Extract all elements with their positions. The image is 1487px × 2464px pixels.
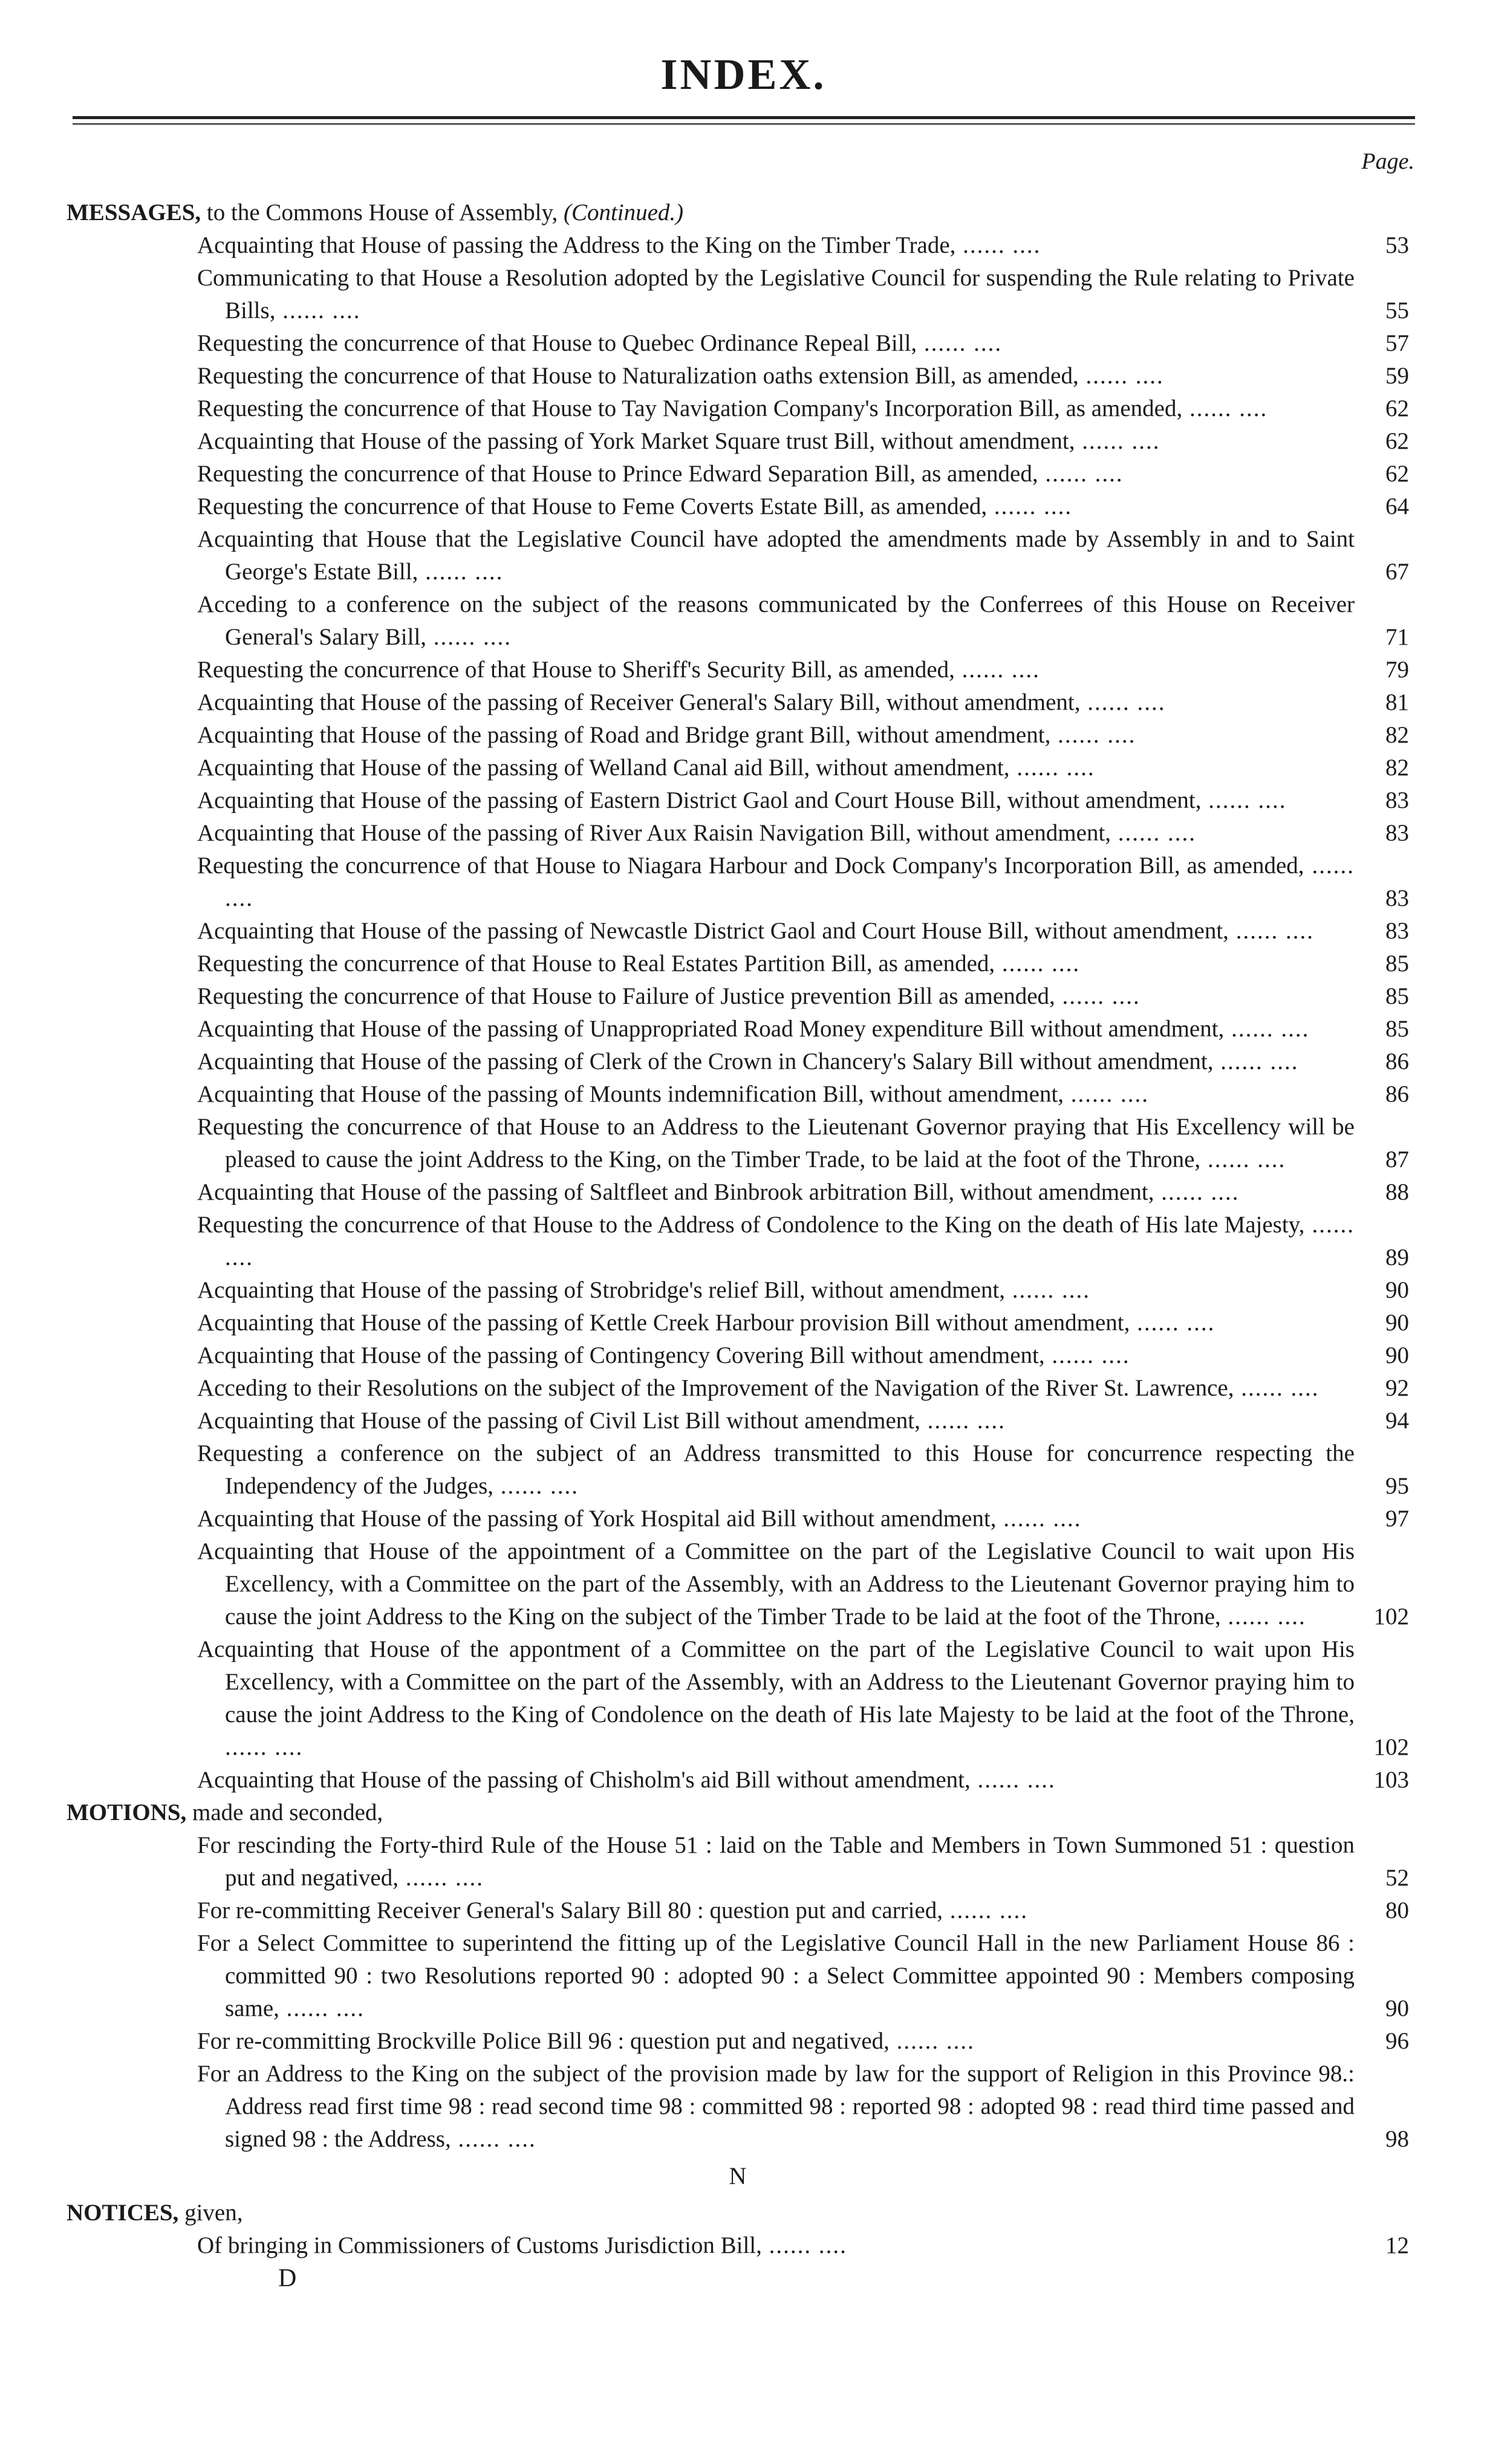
leader-dots: ...... .... bbox=[1200, 1146, 1286, 1172]
leader-dots: ...... .... bbox=[1130, 1310, 1215, 1336]
entry-text: Acquainting that House of the appointment of a Committee on the part of the Legislative Council to wait upon His Excellency, with a Committee on the part of the Assembly, with an Address to the Lieutenant Governor praying him to cause the joint Address to the King on the subject of the Timber Trade to be laid at the foot of the Throne, bbox=[197, 1538, 1355, 1630]
leader-dots: ...... .... bbox=[954, 657, 1040, 683]
entry-page-number: 83 bbox=[1385, 820, 1409, 846]
entry-page-number: 86 bbox=[1385, 1048, 1409, 1074]
entry-text: For a Select Committee to superintend the fitting up of the Legislative Council Hall in the new Parliament House 86 : committed 90 : two Resolutions reported 90 : adopted 90 : a Select Committee appointed 90 : Members composing same, bbox=[197, 1930, 1355, 2021]
index-entry bbox=[197, 719, 1409, 752]
index-entry bbox=[197, 686, 1409, 719]
entry-text: Acquainting that House of the passing of Clerk of the Crown in Chancery's Salary Bill without amendment, bbox=[197, 1048, 1214, 1074]
entry-text: Acquainting that House of the appontment of a Committee on the part of the Legislative Council to wait upon His Excellency, with a Committee on the part of the Assembly, with an Address to the Lieutenant Governor praying him to cause the joint Address to the King of Condolence on the death of His late Majesty to be laid at the foot of the Throne, bbox=[197, 1636, 1355, 1728]
entry-page-number: 52 bbox=[1385, 1865, 1409, 1891]
entry-page-number: 95 bbox=[1385, 1473, 1409, 1499]
leader-dots: ...... .... bbox=[1182, 395, 1268, 421]
entry-page-number: 85 bbox=[1385, 951, 1409, 977]
entry-page-number: 86 bbox=[1385, 1081, 1409, 1107]
entry-page-number: 90 bbox=[1385, 1995, 1409, 2021]
leader-dots: ...... .... bbox=[943, 1897, 1029, 1923]
entry-text: Acquainting that House of the passing of Road and Bridge grant Bill, without amendment, bbox=[197, 722, 1051, 748]
entry-page-number: 55 bbox=[1385, 297, 1409, 323]
index-entry bbox=[197, 2229, 1409, 2262]
leader-dots: ...... .... bbox=[1080, 689, 1166, 715]
index-entry bbox=[197, 490, 1409, 523]
entry-page-number: 83 bbox=[1385, 787, 1409, 813]
leader-dots: ...... .... bbox=[1111, 820, 1197, 846]
index-entry bbox=[197, 850, 1409, 915]
entry-page-number: 103 bbox=[1373, 1767, 1409, 1793]
index-entry bbox=[197, 392, 1409, 425]
index-entry bbox=[197, 1307, 1409, 1339]
entry-text: Acceding to a conference on the subject of the reasons communicated by the Conferrees of this House on Receiver General's Salary Bill, bbox=[197, 591, 1355, 650]
entry-page-number: 53 bbox=[1385, 232, 1409, 258]
entry-page-number: 79 bbox=[1385, 657, 1409, 683]
leader-dots: ...... .... bbox=[1078, 363, 1164, 389]
entry-text: Requesting the concurrence of that House to Niagara Harbour and Dock Company's Incorporation Bill, as amended, bbox=[197, 853, 1304, 879]
leader-dots: ...... .... bbox=[1154, 1179, 1240, 1205]
index-entry bbox=[197, 1405, 1409, 1437]
index-entry bbox=[197, 1535, 1409, 1633]
index-entry bbox=[197, 1633, 1409, 1764]
entry-page-number: 94 bbox=[1385, 1408, 1409, 1434]
entry-text: Requesting the concurrence of that House to Naturalization oaths extension Bill, as amended, bbox=[197, 363, 1079, 389]
leader-dots: ...... .... bbox=[889, 2028, 975, 2054]
index-entry bbox=[197, 948, 1409, 980]
signature-letter-n: N bbox=[729, 2162, 747, 2189]
leader-dots: ...... .... bbox=[920, 1408, 1006, 1434]
entry-page-number: 90 bbox=[1385, 1277, 1409, 1303]
leader-dots: ...... .... bbox=[1064, 1081, 1150, 1107]
entry-page-number: 82 bbox=[1385, 755, 1409, 781]
entry-text: Requesting the concurrence of that House to Tay Navigation Company's Incorporation Bill, as amended, bbox=[197, 395, 1183, 421]
entry-page-number: 83 bbox=[1385, 885, 1409, 911]
entry-text: Communicating to that House a Resolution adopted by the Legislative Council for suspending the Rule relating to Private Bills, bbox=[197, 265, 1355, 323]
leader-dots: ...... .... bbox=[1213, 1048, 1299, 1074]
entry-text: Requesting the concurrence of that House to Prince Edward Separation Bill, as amended, bbox=[197, 461, 1038, 487]
entry-text: Acquainting that House of the passing of Welland Canal aid Bill, without amendment, bbox=[197, 755, 1010, 781]
entry-text: Acquainting that House of the passing of Contingency Covering Bill without amendment, bbox=[197, 1342, 1045, 1368]
index-entry bbox=[197, 1274, 1409, 1307]
leader-dots: ...... .... bbox=[761, 2232, 847, 2258]
index-entry bbox=[197, 229, 1409, 262]
entry-text: Acquainting that House of the passing of Chisholm's aid Bill without amendment, bbox=[197, 1767, 971, 1793]
entry-page-number: 64 bbox=[1385, 493, 1409, 519]
leader-dots: ...... .... bbox=[493, 1473, 579, 1499]
index-entry bbox=[197, 1927, 1409, 2025]
entry-page-number: 81 bbox=[1385, 689, 1409, 715]
leader-dots: ...... .... bbox=[279, 1995, 365, 2021]
entry-text: Requesting a conference on the subject of an Address transmitted to this House for concurrence respecting the Independency of the Judges, bbox=[197, 1440, 1355, 1499]
leader-dots: ...... .... bbox=[1009, 755, 1095, 781]
leader-dots: ...... .... bbox=[1050, 722, 1136, 748]
leader-dots: ...... .... bbox=[426, 624, 512, 650]
entry-text: Acquainting that House of the passing of Mounts indemnification Bill, without amendment, bbox=[197, 1081, 1064, 1107]
leader-dots: ...... .... bbox=[399, 1865, 484, 1891]
section-subheading: to the Commons House of Assembly, bbox=[206, 200, 558, 226]
entry-text: Acquainting that House of the passing of Newcastle District Gaol and Court House Bill, without amendment, bbox=[197, 918, 1229, 944]
entry-page-number: 87 bbox=[1385, 1146, 1409, 1172]
leader-dots: ...... .... bbox=[1228, 918, 1314, 944]
entry-text: Acquainting that House of the passing of Kettle Creek Harbour provision Bill without amendment, bbox=[197, 1310, 1130, 1336]
entry-text: For re-committing Receiver General's Salary Bill 80 : question put and carried, bbox=[197, 1897, 943, 1923]
index-entry bbox=[197, 262, 1409, 327]
leader-dots: ...... .... bbox=[275, 297, 361, 323]
leader-dots: ...... .... bbox=[996, 1506, 1082, 1532]
index-entry bbox=[197, 588, 1409, 654]
section-heading: MESSAGES, bbox=[67, 200, 201, 226]
leader-dots: ...... .... bbox=[987, 493, 1073, 519]
index-entry bbox=[197, 915, 1409, 948]
header-rule-thick bbox=[73, 116, 1415, 119]
entry-page-number: 71 bbox=[1385, 624, 1409, 650]
leader-dots: ...... .... bbox=[1075, 428, 1160, 454]
leader-dots: ...... .... bbox=[995, 951, 1081, 977]
leader-dots: ...... .... bbox=[1220, 1604, 1306, 1630]
leader-dots: ...... .... bbox=[225, 1734, 304, 1760]
leader-dots: ...... .... bbox=[418, 559, 504, 585]
index-entry bbox=[197, 1111, 1409, 1176]
index-entry bbox=[197, 1176, 1409, 1209]
entry-page-number: 57 bbox=[1385, 330, 1409, 356]
entry-page-number: 82 bbox=[1385, 722, 1409, 748]
leader-dots: ...... .... bbox=[1201, 787, 1287, 813]
index-entry bbox=[197, 1013, 1409, 1045]
entry-page-number: 83 bbox=[1385, 918, 1409, 944]
entry-text: Requesting the concurrence of that House to the Address of Condolence to the King on the death of His late Majesty, bbox=[197, 1212, 1305, 1238]
section-subheading: made and seconded, bbox=[192, 1799, 383, 1825]
leader-dots: ...... .... bbox=[955, 232, 1041, 258]
entry-page-number: 89 bbox=[1385, 1244, 1409, 1270]
index-entry bbox=[197, 1078, 1409, 1111]
entry-page-number: 90 bbox=[1385, 1342, 1409, 1368]
index-entry bbox=[197, 817, 1409, 850]
section-note: (Continued.) bbox=[563, 200, 684, 226]
page-title: INDEX. bbox=[660, 50, 827, 99]
index-entry bbox=[197, 1503, 1409, 1535]
entry-page-number: 102 bbox=[1373, 1604, 1409, 1630]
entry-page-number: 62 bbox=[1385, 395, 1409, 421]
section-heading: MOTIONS, bbox=[67, 1799, 187, 1825]
section-messages bbox=[67, 197, 1409, 229]
entry-text: Requesting the concurrence of that House to an Address to the Lieutenant Governor praying that His Excellency will be pleased to cause the joint Address to the King, on the Timber Trade, to be laid at the foot of the Throne, bbox=[197, 1114, 1355, 1172]
entry-page-number: 59 bbox=[1385, 363, 1409, 389]
index-entry bbox=[197, 1045, 1409, 1078]
entry-text: For an Address to the King on the subject of the provision made by law for the support of Religion in this Province 98.: Address read first time 98 : read second time 98 : committed 98 : reported 98 : adopted 98 : read third time passed and signed 98 : the Address, bbox=[197, 2061, 1355, 2152]
notices-entries bbox=[67, 2229, 1409, 2262]
entry-text: Acquainting that House of the passing of Strobridge's relief Bill, without amendment, bbox=[197, 1277, 1006, 1303]
entry-text: Acquainting that House of the passing of Receiver General's Salary Bill, without amendment, bbox=[197, 689, 1081, 715]
entry-page-number: 92 bbox=[1385, 1375, 1409, 1401]
leader-dots: ...... .... bbox=[1005, 1277, 1091, 1303]
entry-text: Acquainting that House of the passing of Civil List Bill without amendment, bbox=[197, 1408, 920, 1434]
entry-page-number: 102 bbox=[1373, 1734, 1409, 1760]
section-subheading: given, bbox=[184, 2200, 243, 2226]
leader-dots: ...... .... bbox=[1234, 1375, 1319, 1401]
index-entry bbox=[197, 360, 1409, 392]
index-entry bbox=[197, 1894, 1409, 1927]
leader-dots: ...... .... bbox=[917, 330, 1003, 356]
entry-text: Acquainting that House of the passing of York Hospital aid Bill without amendment, bbox=[197, 1506, 997, 1532]
header-rule-thin bbox=[73, 123, 1415, 125]
entry-page-number: 85 bbox=[1385, 1016, 1409, 1042]
section-heading: NOTICES, bbox=[67, 2200, 179, 2226]
entry-page-number: 67 bbox=[1385, 559, 1409, 585]
index-entry bbox=[197, 1372, 1409, 1405]
index-entry bbox=[197, 1764, 1409, 1796]
leader-dots: ...... .... bbox=[1038, 461, 1124, 487]
entry-text: Requesting the concurrence of that House to Real Estates Partition Bill, as amended, bbox=[197, 951, 995, 977]
leader-dots: ...... .... bbox=[225, 1212, 1355, 1270]
entry-text: Acceding to their Resolutions on the subject of the Improvement of the Navigation of the River St. Lawrence, bbox=[197, 1375, 1234, 1401]
entry-text: Acquainting that House of the passing of River Aux Raisin Navigation Bill, without amendment, bbox=[197, 820, 1111, 846]
index-entry bbox=[197, 654, 1409, 686]
motions-entries bbox=[67, 1829, 1409, 2156]
entry-text: For re-committing Brockville Police Bill 96 : question put and negatived, bbox=[197, 2028, 890, 2054]
entry-page-number: 96 bbox=[1385, 2028, 1409, 2054]
section-motions bbox=[67, 1796, 1409, 1829]
index-entry bbox=[197, 327, 1409, 360]
leader-dots: ...... .... bbox=[225, 853, 1355, 911]
entry-page-number: 97 bbox=[1385, 1506, 1409, 1532]
index-entry bbox=[197, 1437, 1409, 1503]
signature-mark-d: D bbox=[278, 2264, 297, 2292]
index-entry bbox=[197, 458, 1409, 490]
entry-text: Acquainting that House of passing the Address to the King on the Timber Trade, bbox=[197, 232, 956, 258]
entry-page-number: 98 bbox=[1385, 2126, 1409, 2152]
entry-text: Acquainting that House of the passing of York Market Square trust Bill, without amendment, bbox=[197, 428, 1075, 454]
leader-dots: ...... .... bbox=[1044, 1342, 1130, 1368]
index-entry bbox=[197, 980, 1409, 1013]
entry-page-number: 88 bbox=[1385, 1179, 1409, 1205]
entry-text: Acquainting that House of the passing of Eastern District Gaol and Court House Bill, without amendment, bbox=[197, 787, 1202, 813]
entry-page-number: 12 bbox=[1385, 2232, 1409, 2258]
page-column-header: Page. bbox=[1361, 149, 1414, 174]
entry-page-number: 85 bbox=[1385, 983, 1409, 1009]
entry-text: Requesting the concurrence of that House to Sheriff's Security Bill, as amended, bbox=[197, 657, 955, 683]
entry-text: For rescinding the Forty-third Rule of the House 51 : laid on the Table and Members in Town Summoned 51 : question put and negatived, bbox=[197, 1832, 1355, 1891]
entry-page-number: 62 bbox=[1385, 428, 1409, 454]
entry-page-number: 90 bbox=[1385, 1310, 1409, 1336]
entry-page-number: 62 bbox=[1385, 461, 1409, 487]
leader-dots: ...... .... bbox=[1055, 983, 1140, 1009]
index-entry bbox=[197, 523, 1409, 588]
index-entry bbox=[197, 2025, 1409, 2058]
index-entry bbox=[197, 784, 1409, 817]
index-entry bbox=[197, 425, 1409, 458]
entry-text: Acquainting that House of the passing of Unappropriated Road Money expenditure Bill without amendment, bbox=[197, 1016, 1225, 1042]
entry-text: Acquainting that House that the Legislative Council have adopted the amendments made by Assembly in and to Saint George's Estate Bill, bbox=[197, 526, 1355, 585]
index-entry bbox=[197, 1339, 1409, 1372]
index-content bbox=[67, 197, 1409, 2295]
entry-page-number: 80 bbox=[1385, 1897, 1409, 1923]
index-entry bbox=[197, 1829, 1409, 1894]
index-entry bbox=[197, 2058, 1409, 2156]
index-entry bbox=[197, 752, 1409, 784]
index-entry bbox=[197, 1209, 1409, 1274]
leader-dots: ...... .... bbox=[451, 2126, 536, 2152]
section-notices bbox=[67, 2197, 1409, 2229]
entry-text: Requesting the concurrence of that House to Quebec Ordinance Repeal Bill, bbox=[197, 330, 917, 356]
entry-text: Of bringing in Commissioners of Customs Jurisdiction Bill, bbox=[197, 2232, 762, 2258]
entry-text: Requesting the concurrence of that House to Feme Coverts Estate Bill, as amended, bbox=[197, 493, 988, 519]
entry-text: Acquainting that House of the passing of Saltfleet and Binbrook arbitration Bill, without amendment, bbox=[197, 1179, 1154, 1205]
leader-dots: ...... .... bbox=[970, 1767, 1056, 1793]
leader-dots: ...... .... bbox=[1224, 1016, 1310, 1042]
entry-text: Requesting the concurrence of that House to Failure of Justice prevention Bill as amended, bbox=[197, 983, 1055, 1009]
messages-entries bbox=[67, 229, 1409, 1796]
